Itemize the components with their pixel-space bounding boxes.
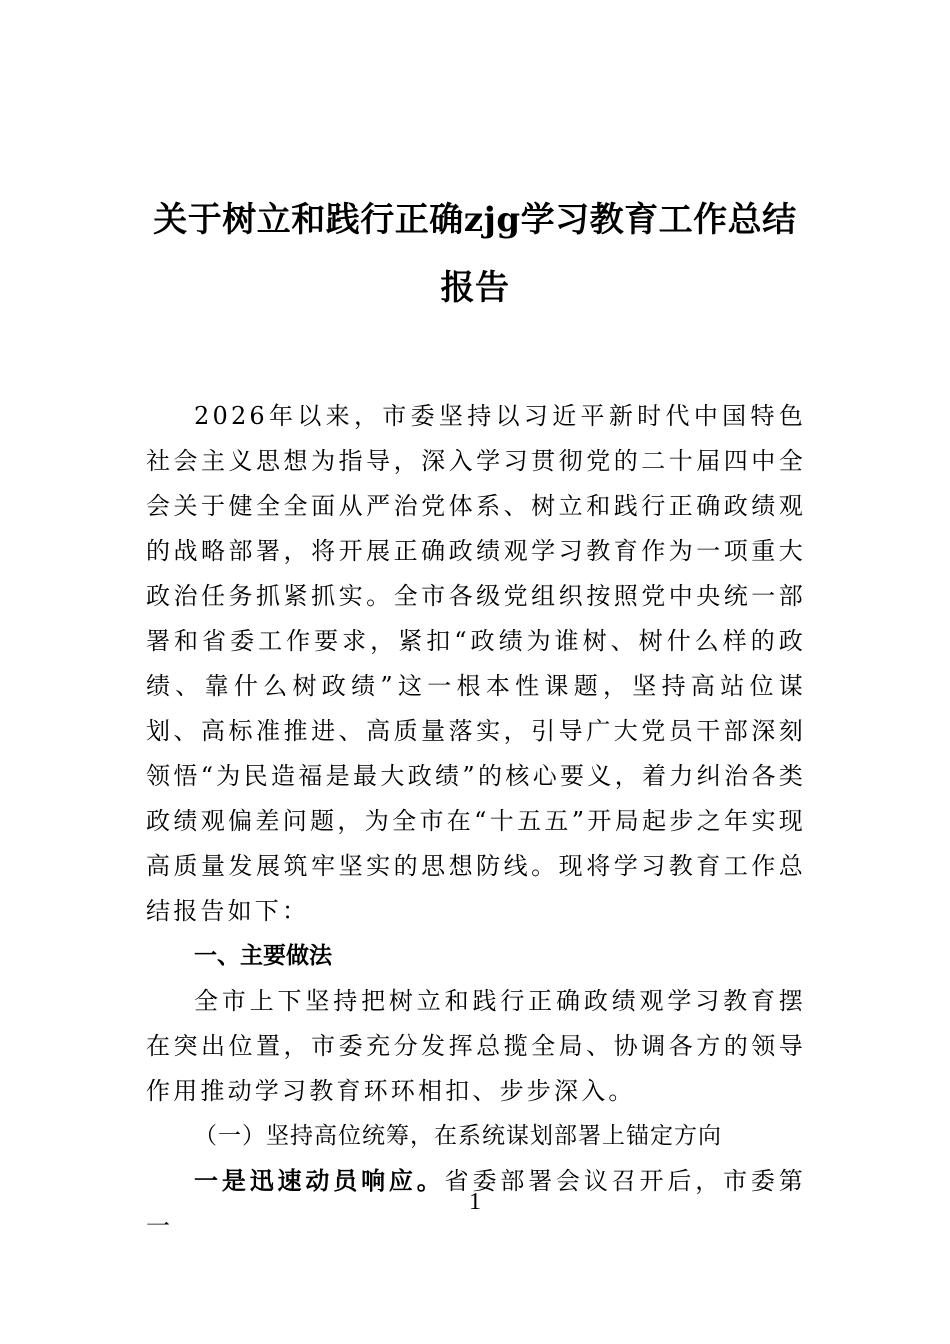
- document-title-line1: 关于树立和践行正确zjg学习教育工作总结: [153, 200, 797, 240]
- section-paragraph: 全市上下坚持把树立和践行正确政绩观学习教育摆在突出位置，市委充分发挥总揽全局、协调各方的领导作用推动学习教育环环相扣、步步深入。: [146, 987, 806, 1105]
- document-body: [146, 394, 806, 1249]
- point-lead: 一是迅速动员响应。: [194, 1167, 445, 1195]
- point-text: 省委部署会议召开后，市委第一: [146, 1167, 806, 1240]
- section-heading: 一、主要做法: [194, 943, 332, 969]
- intro-paragraph: 2026年以来，市委坚持以习近平新时代中国特色社会主义思想为指导，深入学习贯彻党的二十届四中全会关于健全全面从严治党体系、树立和践行正确政绩观的战略部署，将开展正确政绩观学习教育作为一项重大政治任务抓紧抓实。全市各级党组织按照党中央统一部署和省委工作要求，紧扣“政绩为谁树、树什么样的政绩、靠什么树政绩”这一根本性课题，坚持高站位谋划、高标准推进、高质量落实，引导广大党员干部深刻领悟“为民造福是最大政绩”的核心要义，着力纠治各类政绩观偏差问题，为全市在“十五五”开局起步之年实现高质量发展筑牢坚实的思想防线。现将学习教育工作总结报告如下：: [146, 402, 806, 925]
- document-title-line2: 报告: [440, 268, 510, 308]
- subsection-heading: （一）坚持高位统筹，在系统谋划部署上锚定方向: [194, 1123, 722, 1149]
- page-number: 1: [469, 1189, 481, 1215]
